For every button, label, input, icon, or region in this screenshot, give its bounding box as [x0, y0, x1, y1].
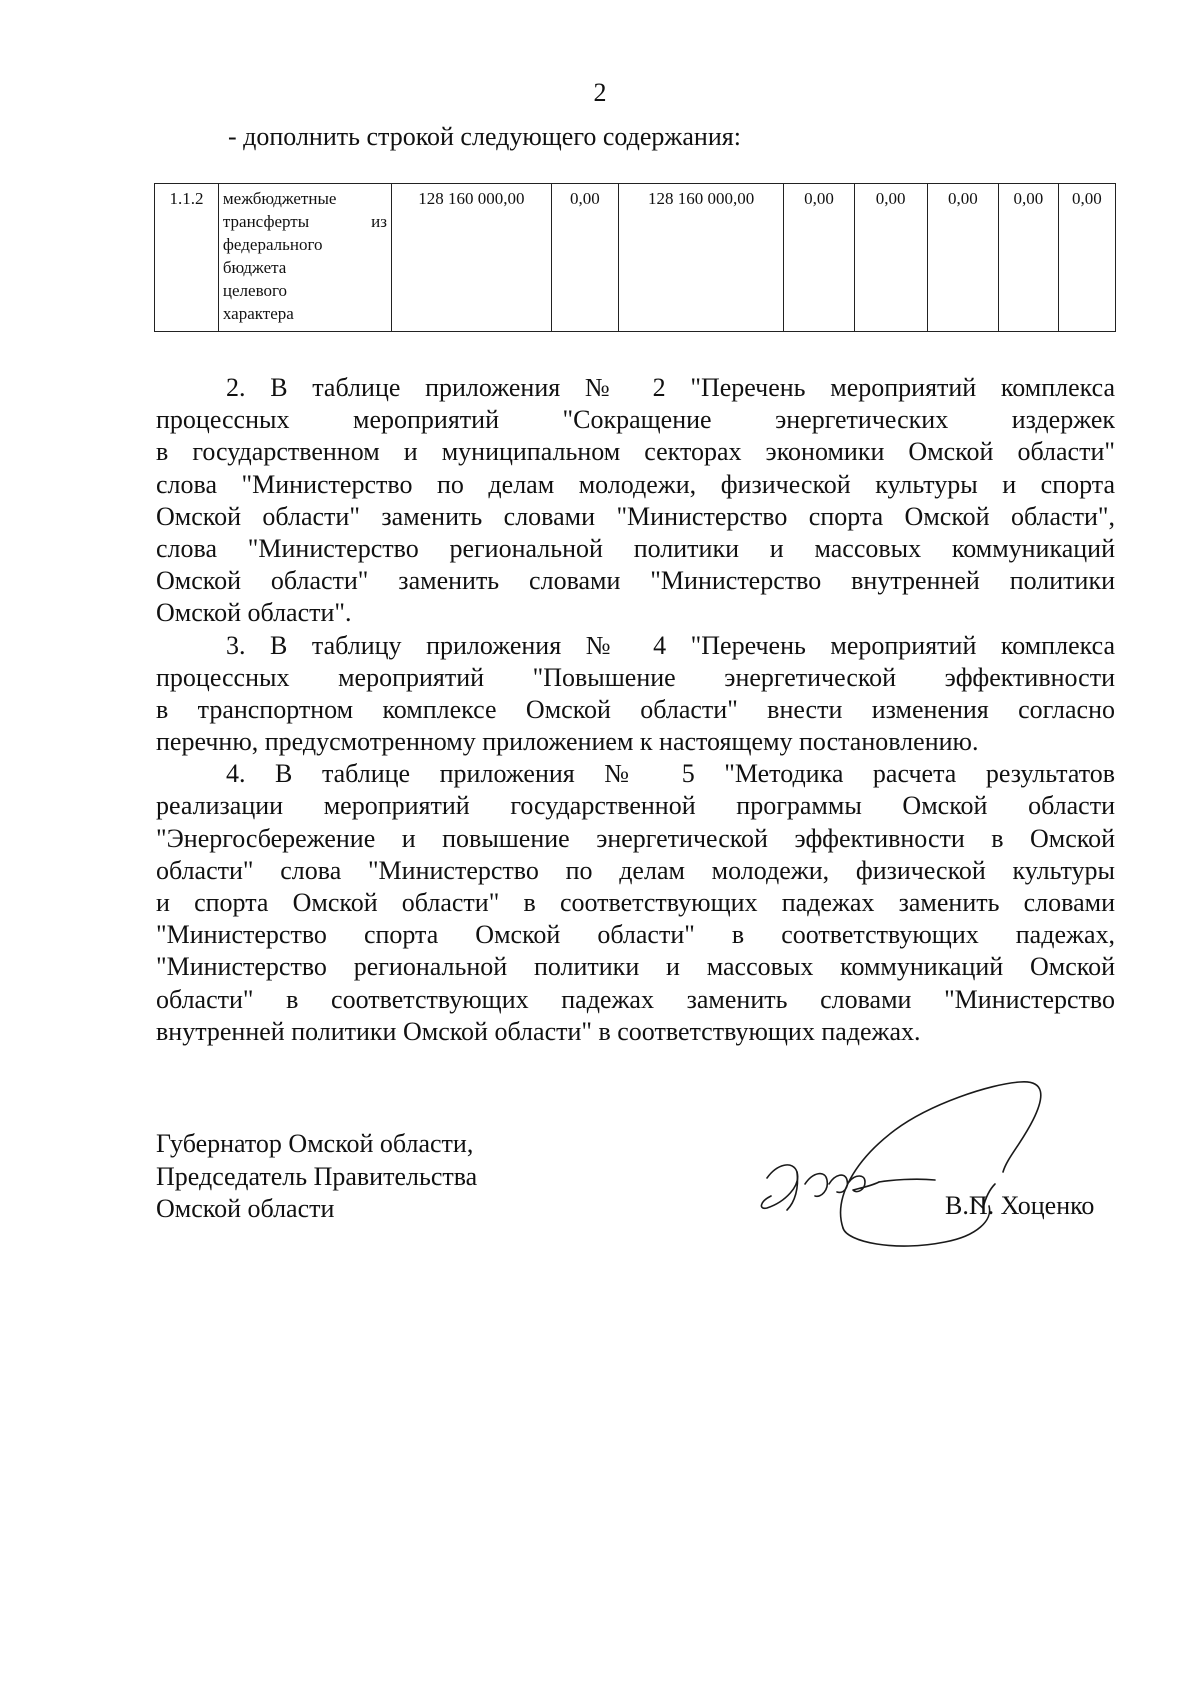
- paragraph-line: и спорта Омской области" в соответствующих падежах заменить словами: [156, 888, 1115, 917]
- signatory-title: [156, 1128, 477, 1226]
- table-row: [155, 184, 1116, 332]
- row-description: [218, 184, 391, 332]
- budget-table: [154, 183, 1116, 332]
- paragraph-line: Омской области".: [156, 598, 352, 628]
- paragraph-line: области" в соответствующих падежах заменить словами "Министерство: [156, 984, 1115, 1014]
- intro-line: - дополнить строкой следующего содержания:: [228, 122, 741, 151]
- value-cell: 0,00: [927, 184, 999, 332]
- paragraph-line: процессных мероприятий "Повышение энергетической эффективности: [156, 662, 1115, 692]
- value-cell: 0,00: [1058, 184, 1115, 332]
- paragraph-line: в транспортном комплексе Омской области" внести изменения согласно: [156, 694, 1115, 724]
- paragraph-line: внутренней политики Омской области" в соответствующих падежах.: [156, 1016, 921, 1046]
- value-cell: 128 160 000,00: [618, 184, 783, 332]
- paragraph-line: реализации мероприятий государственной программы Омской области: [156, 791, 1115, 821]
- paragraph-line: перечню, предусмотренному приложением к настоящему постановлению.: [156, 727, 979, 757]
- paragraph-line: Омской области" заменить словами "Министерство внутренней политики: [156, 566, 1115, 596]
- description-line: целевого: [222, 281, 288, 300]
- paragraph-line: 3. В таблицу приложения № 4 "Перечень мероприятий комплекса: [226, 630, 1115, 660]
- paragraph-line: в государственном и муниципальном секторах экономики Омской области": [156, 437, 1115, 467]
- paragraph-line: области" слова "Министерство по делам молодежи, физической культуры: [156, 855, 1115, 885]
- signatory-title-line: Председатель Правительства: [156, 1161, 478, 1191]
- description-line: федерального: [222, 235, 323, 254]
- signatory-name: В.П. Хоценко: [945, 1191, 1095, 1220]
- description-line: характера: [222, 304, 294, 323]
- paragraph-line: слова "Министерство региональной политики и массовых коммуникаций: [156, 533, 1115, 563]
- paragraph-line: "Энергосбережение и повышение энергетической эффективности в Омской: [156, 823, 1115, 853]
- value-cell: 0,00: [551, 184, 618, 332]
- paragraph-line: 4. В таблице приложения № 5 "Методика расчета результатов: [226, 759, 1115, 789]
- handwritten-signature: [745, 1060, 1115, 1260]
- row-code: 1.1.2: [155, 184, 219, 332]
- paragraph-line: Омской области" заменить словами "Министерство спорта Омской области",: [156, 501, 1115, 531]
- paragraph-line: процессных мероприятий "Сокращение энергетических издержек: [156, 405, 1115, 435]
- signatory-title-line: Омской области: [156, 1194, 335, 1223]
- description-line: межбюджетные: [222, 189, 337, 208]
- description-line: трансферты из: [222, 212, 387, 231]
- paragraph-line: слова "Министерство по делам молодежи, физической культуры и спорта: [156, 469, 1115, 499]
- page-number: 2: [593, 78, 607, 107]
- value-cell: 0,00: [999, 184, 1059, 332]
- description-line: бюджета: [222, 258, 287, 277]
- value-cell: 128 160 000,00: [391, 184, 551, 332]
- value-cell: 0,00: [854, 184, 927, 332]
- value-cell: 0,00: [784, 184, 855, 332]
- paragraph-line: "Министерство спорта Омской области" в соответствующих падежах,: [156, 920, 1115, 950]
- paragraph-line: 2. В таблице приложения № 2 "Перечень мероприятий комплекса: [226, 373, 1115, 402]
- paragraph-line: "Министерство региональной политики и массовых коммуникаций Омской: [156, 952, 1115, 982]
- signatory-title-line: Губернатор Омской области,: [156, 1129, 474, 1158]
- document-body: [156, 372, 1115, 1048]
